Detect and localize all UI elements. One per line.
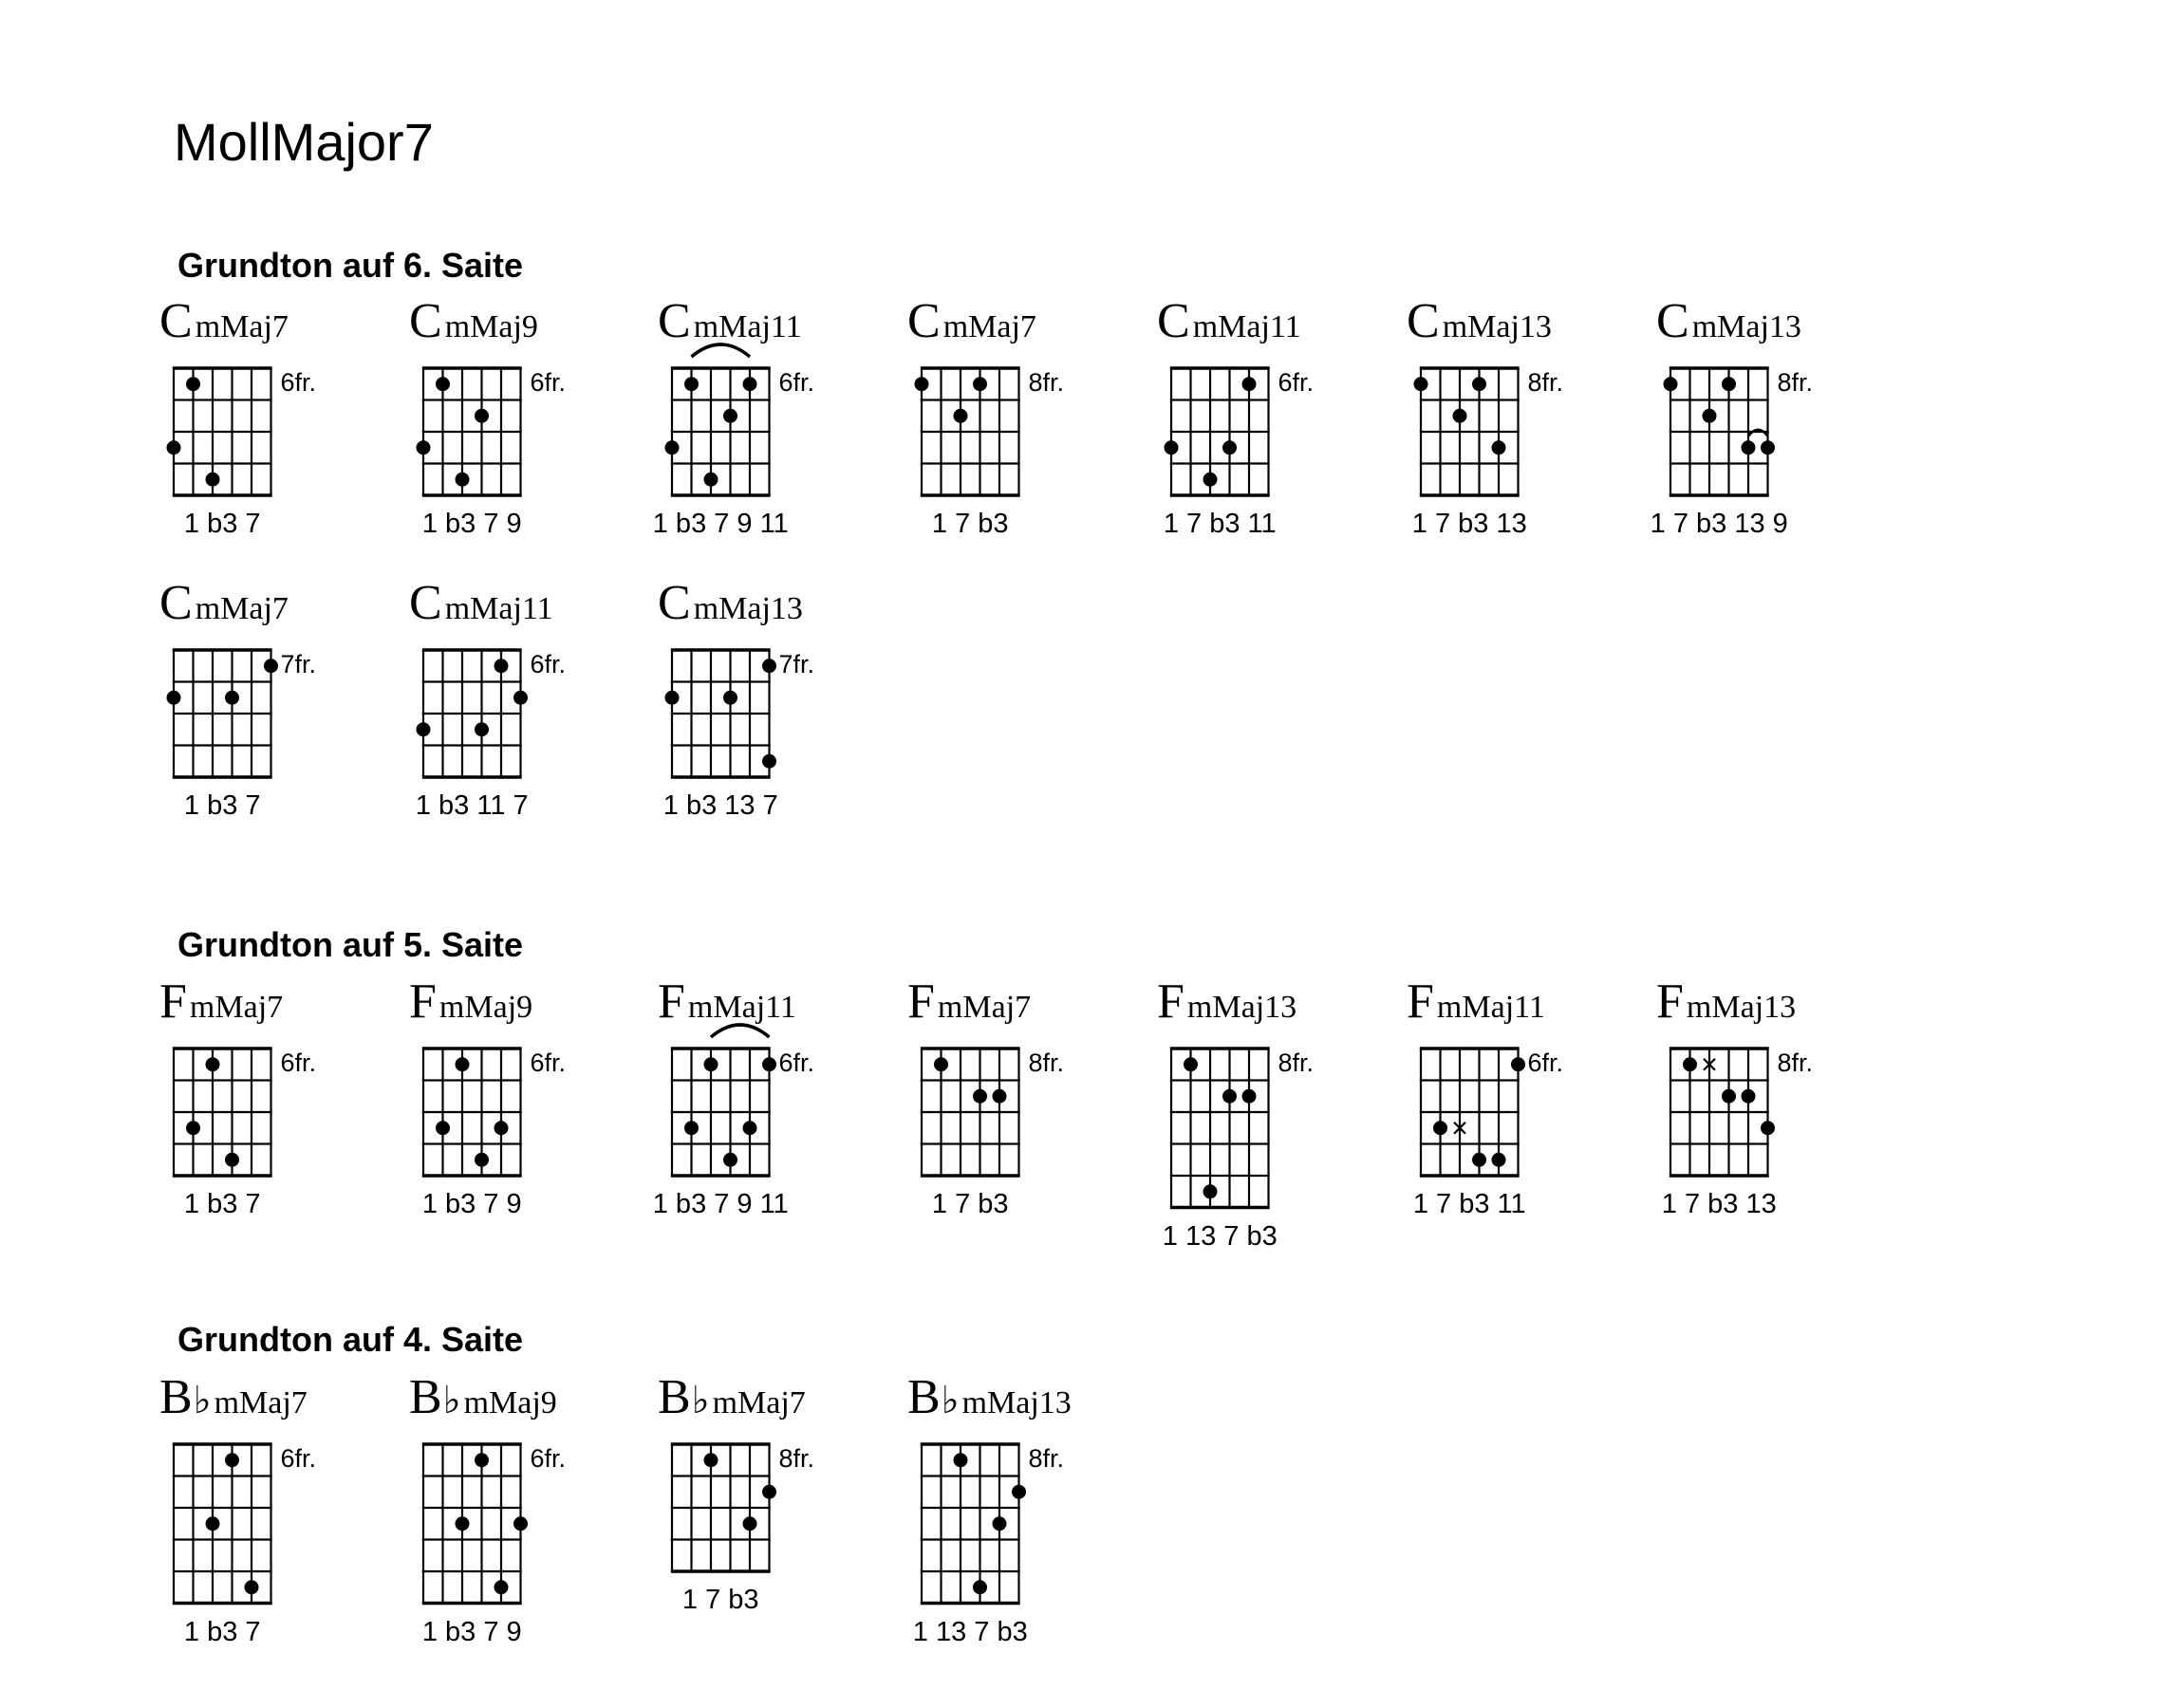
finger-dot xyxy=(494,1121,509,1135)
finger-dot xyxy=(167,691,181,705)
chord-quality: mMaj9 xyxy=(463,1385,557,1420)
finger-dot xyxy=(513,1516,528,1531)
fret-position-label: 8fr. xyxy=(1028,1049,1065,1077)
finger-dot xyxy=(1703,409,1717,423)
chord-diagram xyxy=(907,294,1097,553)
interval-labels: 1 7 b3 xyxy=(681,1585,759,1615)
finger-dot xyxy=(723,409,737,423)
fret-position-label: 8fr. xyxy=(1028,368,1065,397)
interval-labels: 1 7 b3 13 xyxy=(1411,509,1527,539)
finger-dot xyxy=(1165,440,1179,455)
fretboard-grid xyxy=(159,297,349,514)
fret-position-label: 7fr. xyxy=(280,650,317,678)
fret-position-label: 8fr. xyxy=(778,1444,815,1473)
finger-dot xyxy=(1414,377,1428,391)
finger-dot xyxy=(225,691,239,705)
chord-quality: mMaj9 xyxy=(444,309,538,344)
finger-dot xyxy=(1742,1089,1756,1104)
finger-dot xyxy=(762,659,776,673)
finger-dot xyxy=(1242,1089,1257,1104)
chord-diagram xyxy=(159,977,349,1234)
finger-dot xyxy=(704,1057,718,1071)
flat-sign: ♭ xyxy=(691,1379,710,1421)
fret-position-label: 8fr. xyxy=(1777,368,1814,397)
finger-dot xyxy=(1222,440,1237,455)
interval-labels: 1 7 b3 xyxy=(931,509,1009,539)
finger-dot xyxy=(1203,473,1218,487)
finger-dot xyxy=(915,377,929,391)
interval-labels: 1 b3 13 7 xyxy=(662,790,778,821)
chord-diagram xyxy=(1407,294,1596,553)
chord-root: C xyxy=(1157,294,1190,348)
chord-diagram xyxy=(159,576,349,835)
chord-quality: mMaj13 xyxy=(961,1385,1072,1420)
chord-quality: mMaj7 xyxy=(189,990,284,1025)
finger-dot xyxy=(934,1057,948,1071)
chord-diagram xyxy=(1650,294,1846,553)
finger-dot xyxy=(973,377,987,391)
finger-dot xyxy=(417,722,431,736)
fretboard-grid xyxy=(1407,297,1596,514)
finger-dot xyxy=(417,440,431,455)
chord-quality: mMaj13 xyxy=(1442,309,1552,344)
chord-quality: mMaj7 xyxy=(937,990,1032,1025)
interval-labels: 1 7 b3 11 xyxy=(1412,1189,1526,1219)
flat-sign: ♭ xyxy=(442,1379,461,1421)
barre-arc xyxy=(692,344,751,357)
fret-position-label: 7fr. xyxy=(778,650,815,678)
finger-dot xyxy=(1664,377,1678,391)
chord-diagram xyxy=(658,576,848,835)
fretboard-grid xyxy=(907,297,1097,514)
interval-labels: 1 b3 7 xyxy=(183,1616,261,1647)
chord-quality: mMaj7 xyxy=(195,591,289,626)
interval-labels: 1 b3 7 9 11 xyxy=(652,1189,789,1219)
finger-dot xyxy=(684,377,699,391)
chord-diagram xyxy=(1407,977,1596,1234)
chord-diagram xyxy=(652,294,848,553)
finger-dot xyxy=(1184,1057,1198,1071)
chord-diagram xyxy=(159,1370,349,1647)
finger-dot xyxy=(1222,1089,1237,1104)
chord-diagram xyxy=(907,977,1097,1234)
fret-position-label: 6fr. xyxy=(1527,1049,1564,1077)
chord-root: B xyxy=(159,1370,193,1424)
chord-quality: mMaj11 xyxy=(444,591,553,626)
chord-quality: mMaj9 xyxy=(438,990,533,1025)
fret-position-label: 6fr. xyxy=(530,650,567,678)
interval-labels: 1 b3 7 9 11 xyxy=(652,509,789,539)
finger-dot xyxy=(1761,440,1775,455)
fretboard-grid xyxy=(159,1373,349,1623)
fret-position-label: 6fr. xyxy=(280,368,317,397)
chord-root: C xyxy=(409,294,442,348)
chord-root: F xyxy=(409,975,437,1029)
fret-position-label: 6fr. xyxy=(778,1049,815,1077)
finger-dot xyxy=(456,473,470,487)
chord-diagram xyxy=(409,294,599,553)
interval-labels: 1 13 7 b3 xyxy=(1162,1220,1278,1252)
fretboard-grid xyxy=(409,1373,599,1623)
interval-labels: 1 b3 7 9 xyxy=(421,509,522,539)
fretboard-grid xyxy=(159,579,349,796)
chord-root: C xyxy=(1656,294,1689,348)
chord-root: C xyxy=(658,576,691,630)
section-heading-6th-string: Grundton auf 6. Saite xyxy=(177,246,524,285)
fret-position-label: 6fr. xyxy=(280,1049,317,1077)
finger-dot xyxy=(456,1516,470,1531)
interval-labels: 1 b3 11 7 xyxy=(415,790,529,821)
chord-quality: mMaj7 xyxy=(214,1385,308,1420)
finger-dot xyxy=(1722,377,1736,391)
chord-root: B xyxy=(907,1370,941,1424)
chord-quality: mMaj7 xyxy=(195,309,289,344)
finger-dot xyxy=(225,1153,239,1167)
chord-quality: mMaj13 xyxy=(1686,990,1797,1025)
chord-quality: mMaj7 xyxy=(942,309,1036,344)
finger-dot xyxy=(436,1121,450,1135)
fretboard-grid xyxy=(658,1373,848,1590)
fretboard-grid xyxy=(1157,977,1347,1227)
finger-dot xyxy=(973,1580,987,1594)
chord-root: F xyxy=(159,975,187,1029)
chord-diagram xyxy=(907,1370,1097,1647)
finger-dot xyxy=(723,691,737,705)
chord-quality: mMaj13 xyxy=(693,591,803,626)
chord-root: C xyxy=(409,576,442,630)
interval-labels: 1 b3 7 9 xyxy=(421,1616,522,1647)
finger-dot xyxy=(436,377,450,391)
finger-dot xyxy=(1453,409,1467,423)
fretboard-grid xyxy=(409,579,599,796)
interval-labels: 1 b3 7 xyxy=(183,1189,261,1219)
fretboard-grid xyxy=(658,297,848,514)
chord-quality: mMaj7 xyxy=(712,1385,806,1420)
chord-root: F xyxy=(1157,975,1185,1029)
chord-root: B xyxy=(658,1370,691,1424)
finger-dot xyxy=(993,1516,1007,1531)
finger-dot xyxy=(167,440,181,455)
chord-root: C xyxy=(907,294,941,348)
fret-position-label: 8fr. xyxy=(1028,1444,1065,1473)
interval-labels: 1 13 7 b3 xyxy=(912,1616,1028,1647)
finger-dot xyxy=(704,1453,718,1467)
fret-position-label: 6fr. xyxy=(778,368,815,397)
finger-dot xyxy=(684,1121,699,1135)
finger-dot xyxy=(1492,440,1506,455)
fret-position-label: 6fr. xyxy=(1278,368,1315,397)
finger-dot xyxy=(1722,1089,1736,1104)
finger-dot xyxy=(743,1516,757,1531)
finger-dot xyxy=(954,409,968,423)
fretboard-grid xyxy=(1656,297,1846,514)
interval-labels: 1 7 b3 13 9 xyxy=(1650,509,1788,539)
chord-diagram xyxy=(1656,977,1846,1234)
interval-labels: 1 7 b3 11 xyxy=(1163,509,1277,539)
fret-position-label: 6fr. xyxy=(530,368,567,397)
interval-labels: 1 7 b3 13 xyxy=(1661,1189,1777,1219)
finger-dot xyxy=(1742,440,1756,455)
chord-root: B xyxy=(409,1370,442,1424)
finger-dot xyxy=(1433,1121,1447,1135)
finger-dot xyxy=(264,659,278,673)
interval-labels: 1 b3 7 xyxy=(183,509,261,539)
fretboard-grid xyxy=(409,297,599,514)
fret-position-label: 8fr. xyxy=(1777,1049,1814,1077)
fretboard-grid xyxy=(1157,297,1347,514)
chord-quality: mMaj11 xyxy=(1192,309,1301,344)
finger-dot xyxy=(743,377,757,391)
finger-dot xyxy=(1761,1121,1775,1135)
chord-quality: mMaj11 xyxy=(1436,990,1545,1025)
fret-position-label: 6fr. xyxy=(280,1444,317,1473)
finger-dot xyxy=(456,1057,470,1071)
chord-root: C xyxy=(159,294,193,348)
barre-arc xyxy=(1748,430,1768,436)
interval-labels: 1 b3 7 xyxy=(183,790,261,821)
fretboard-grid xyxy=(409,977,599,1195)
section-heading-5th-string: Grundton auf 5. Saite xyxy=(177,925,524,964)
chord-diagram xyxy=(409,977,599,1234)
chord-root: C xyxy=(1407,294,1440,348)
flat-sign: ♭ xyxy=(941,1379,960,1421)
chord-quality: mMaj13 xyxy=(1691,309,1801,344)
finger-dot xyxy=(1683,1057,1697,1071)
finger-dot xyxy=(762,1485,776,1499)
finger-dot xyxy=(206,473,220,487)
fretboard-grid xyxy=(907,977,1097,1195)
interval-labels: 1 7 b3 xyxy=(931,1189,1009,1219)
chord-diagram xyxy=(409,576,599,835)
finger-dot xyxy=(993,1089,1007,1104)
fret-position-label: 8fr. xyxy=(1278,1049,1315,1077)
chord-root: F xyxy=(907,975,935,1029)
chord-quality: mMaj11 xyxy=(693,309,802,344)
finger-dot xyxy=(1012,1485,1026,1499)
chord-root: C xyxy=(658,294,691,348)
finger-dot xyxy=(494,659,509,673)
finger-dot xyxy=(475,1153,489,1167)
fret-position-label: 6fr. xyxy=(530,1049,567,1077)
interval-labels: 1 b3 7 9 xyxy=(421,1189,522,1219)
chord-diagram xyxy=(1157,975,1347,1252)
finger-dot xyxy=(1203,1184,1218,1198)
finger-dot xyxy=(1511,1057,1525,1071)
chord-root: F xyxy=(1656,975,1684,1029)
finger-dot xyxy=(206,1057,220,1071)
chord-diagram xyxy=(658,1370,848,1629)
fretboard-grid xyxy=(658,579,848,796)
fretboard-grid xyxy=(159,977,349,1195)
fret-position-label: 6fr. xyxy=(530,1444,567,1473)
finger-dot xyxy=(1472,377,1486,391)
barre-arc xyxy=(711,1025,770,1037)
finger-dot xyxy=(475,409,489,423)
finger-dot xyxy=(513,691,528,705)
finger-dot xyxy=(954,1453,968,1467)
finger-dot xyxy=(665,440,680,455)
finger-dot xyxy=(1242,377,1257,391)
finger-dot xyxy=(743,1121,757,1135)
flat-sign: ♭ xyxy=(193,1379,212,1421)
finger-dot xyxy=(665,691,680,705)
chord-root: F xyxy=(1407,975,1434,1029)
chord-quality: mMaj11 xyxy=(687,990,796,1025)
finger-dot xyxy=(206,1516,220,1531)
chord-root: C xyxy=(159,576,193,630)
finger-dot xyxy=(762,1057,776,1071)
chord-diagram xyxy=(1157,294,1347,553)
chord-quality: mMaj13 xyxy=(1186,990,1297,1025)
finger-dot xyxy=(245,1580,259,1594)
page-title: MollMajor7 xyxy=(174,112,434,172)
fretboard-grid xyxy=(907,1373,1097,1623)
finger-dot xyxy=(475,722,489,736)
fretboard-grid xyxy=(1656,977,1846,1195)
finger-dot xyxy=(762,754,776,769)
finger-dot xyxy=(723,1153,737,1167)
fretboard-grid xyxy=(658,977,848,1195)
finger-dot xyxy=(186,377,200,391)
fret-position-label: 8fr. xyxy=(1527,368,1564,397)
finger-dot xyxy=(475,1453,489,1467)
finger-dot xyxy=(1472,1153,1486,1167)
finger-dot xyxy=(1492,1153,1506,1167)
chord-root: F xyxy=(658,975,685,1029)
chord-diagram xyxy=(652,975,848,1234)
finger-dot xyxy=(186,1121,200,1135)
finger-dot xyxy=(494,1580,509,1594)
finger-dot xyxy=(225,1453,239,1467)
finger-dot xyxy=(704,473,718,487)
chord-diagram xyxy=(159,294,349,553)
finger-dot xyxy=(973,1089,987,1104)
fretboard-grid xyxy=(1407,977,1596,1195)
section-heading-4th-string: Grundton auf 4. Saite xyxy=(177,1320,524,1359)
chord-diagram xyxy=(409,1370,599,1647)
